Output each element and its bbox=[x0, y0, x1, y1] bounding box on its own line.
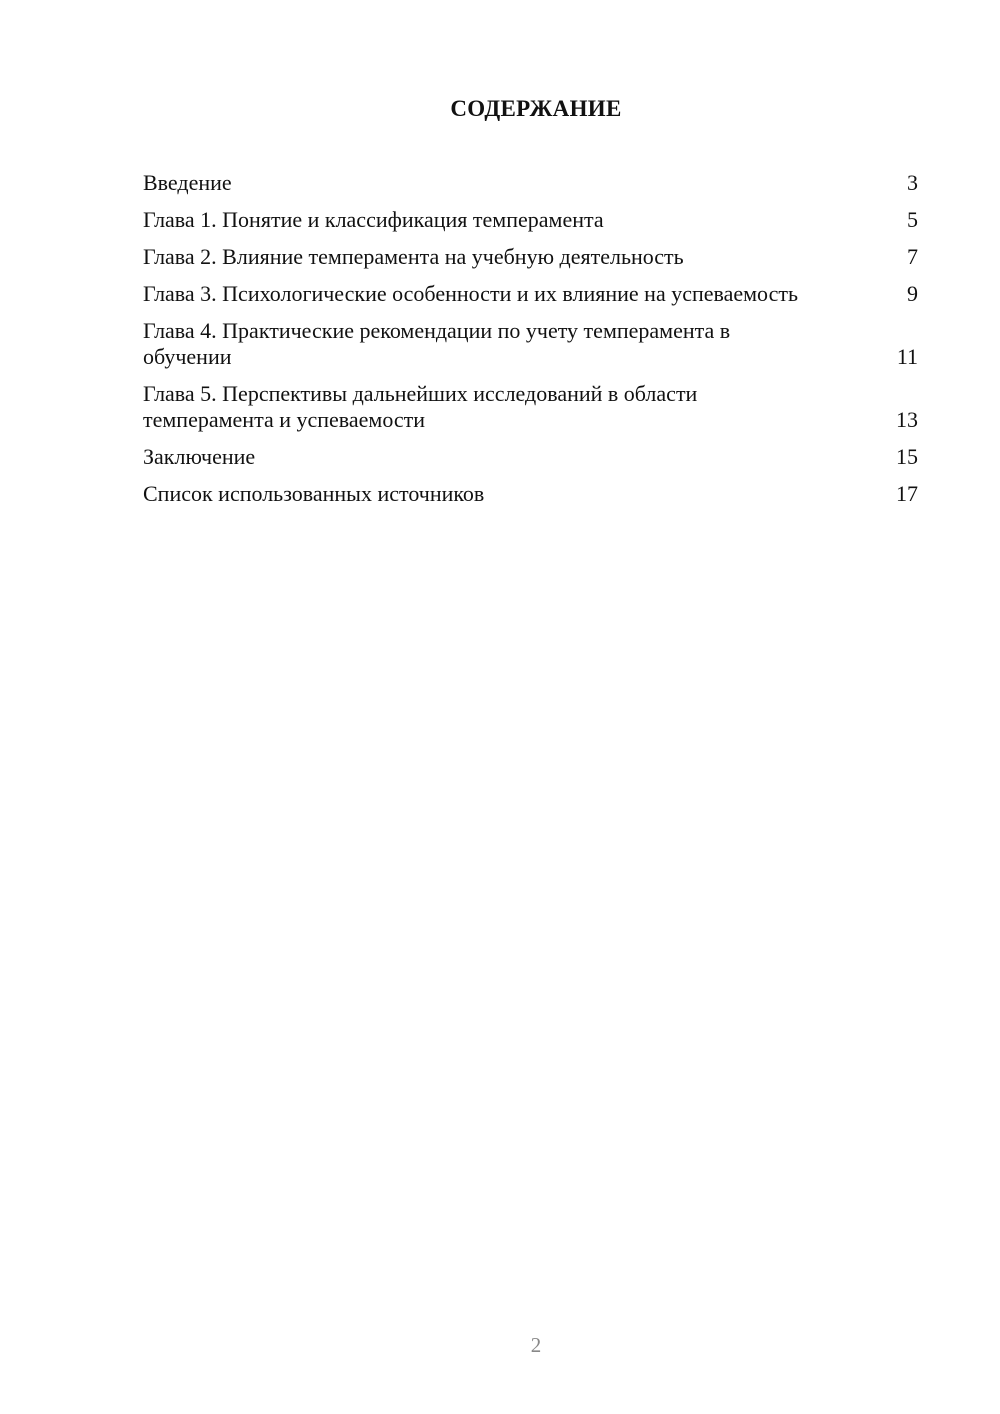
toc-entry-page: 9 bbox=[907, 281, 918, 306]
toc-entry-chapter-5[interactable] bbox=[143, 381, 918, 433]
toc-entry-chapter-4[interactable] bbox=[143, 318, 918, 370]
page-number: 2 bbox=[530, 1333, 542, 1357]
toc-entry-page: 13 bbox=[896, 407, 918, 432]
toc-entry-title: Глава 4. Практические рекомендации по учету темперамента в обучении bbox=[143, 318, 731, 369]
toc-entry-introduction[interactable] bbox=[143, 170, 918, 196]
toc-entry-title: Список использованных источников bbox=[143, 481, 485, 506]
toc-entry-title: Заключение bbox=[143, 444, 256, 469]
toc-entry-title: Введение bbox=[143, 170, 232, 195]
toc-heading: СОДЕРЖАНИЕ bbox=[450, 96, 622, 121]
toc-entry-page: 5 bbox=[907, 207, 918, 232]
toc-entry-page: 3 bbox=[907, 170, 918, 195]
toc-entry-title: Глава 3. Психологические особенности и их влияние на успеваемость bbox=[143, 281, 799, 306]
toc-entry-title: Глава 5. Перспективы дальнейших исследований в области темперамента и успеваемости bbox=[143, 381, 698, 432]
toc-entry-title: Глава 2. Влияние темперамента на учебную деятельность bbox=[143, 244, 684, 269]
toc-entry-page: 17 bbox=[896, 481, 918, 506]
toc-entry-title: Глава 1. Понятие и классификация темперамента bbox=[143, 207, 604, 232]
toc-entry-page: 7 bbox=[907, 244, 918, 269]
toc-entry-chapter-2[interactable] bbox=[143, 244, 918, 270]
toc-entry-conclusion[interactable] bbox=[143, 444, 918, 470]
toc-entry-chapter-3[interactable] bbox=[143, 281, 918, 307]
toc-entry-page: 15 bbox=[896, 444, 918, 469]
toc-list bbox=[143, 170, 918, 518]
toc-entry-references[interactable] bbox=[143, 481, 918, 507]
toc-entry-page: 11 bbox=[896, 344, 918, 369]
toc-entry-chapter-1[interactable] bbox=[143, 207, 918, 233]
